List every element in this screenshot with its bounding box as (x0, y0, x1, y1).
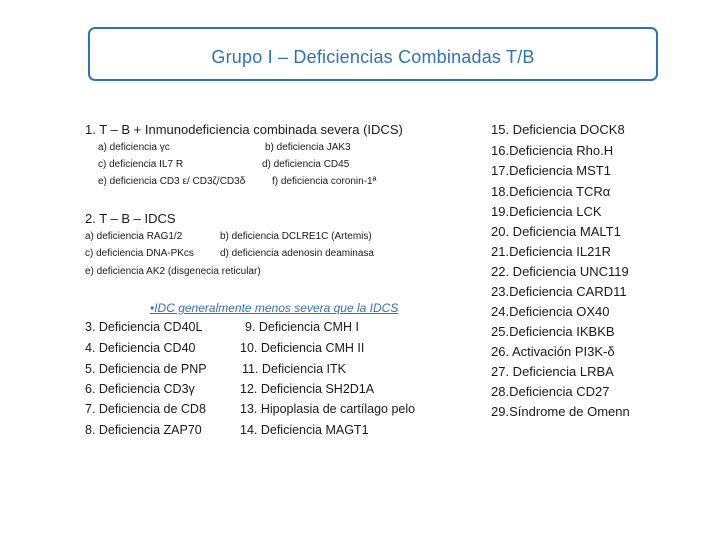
right-item-18: 18.Deficiencia TCRα (491, 184, 611, 199)
right-item-24: 24.Deficiencia OX40 (491, 304, 610, 319)
right-item-17: 17.Deficiencia MST1 (491, 163, 611, 178)
middle-item-13: 13. Hipoplasia de cartílago pelo (240, 402, 416, 416)
section2-item-d: d) deficiencia adenosin deaminasa (220, 248, 374, 259)
section1-item-c: c) deficiencia IL7 R (98, 159, 184, 170)
right-item-27: 27. Deficiencia LRBA (491, 364, 614, 379)
slide-title: Grupo I – Deficiencias Combinadas T/B (211, 47, 535, 67)
left-item-6: 6. Deficiencia CD3γ (85, 382, 195, 396)
left-item-7: 7. Deficiencia de CD8 (85, 402, 206, 416)
middle-item-10: 10. Deficiencia CMH II (240, 341, 365, 355)
right-item-25: 25.Deficiencia IKBKB (491, 324, 615, 339)
right-item-20: 20. Deficiencia MALT1 (491, 224, 621, 239)
middle-item-9: 9. Deficiencia CMH I (245, 320, 359, 334)
section2-heading: 2. T – B – IDCS (85, 211, 176, 226)
right-item-23: 23.Deficiencia CARD11 (491, 284, 627, 299)
section2-item-c: c) deficiencia DNA-PKcs (85, 248, 194, 259)
middle-item-14: 14. Deficiencia MAGT1 (240, 423, 369, 437)
right-item-16: 16.Deficiencia Rho.H (491, 143, 614, 158)
section2-item-e: e) deficiencia AK2 (disgenecia reticular) (85, 266, 261, 277)
section1-item-e: e) deficiencia CD3 ε/ CD3ζ/CD3δ (98, 176, 246, 187)
section1-heading: 1. T – B + Inmunodeficiencia combinada severa (IDCS) (85, 122, 403, 137)
title-box (88, 27, 658, 81)
right-item-15: 15. Deficiencia DOCK8 (491, 122, 625, 137)
right-item-29: 29.Síndrome de Omenn (491, 404, 630, 419)
right-item-19: 19.Deficiencia LCK (491, 204, 602, 219)
left-item-8: 8. Deficiencia ZAP70 (85, 423, 202, 437)
note-text: •IDC generalmente menos severa que la IDCS (150, 301, 399, 315)
section1-item-d: d) deficiencia CD45 (262, 159, 350, 170)
left-item-5: 5. Deficiencia de PNP (85, 362, 207, 376)
middle-item-11: 11. Deficiencia ITK (242, 362, 346, 376)
middle-item-12: 12. Deficiencia SH2D1A (240, 382, 375, 396)
section1-item-a: a) deficiencia γc (98, 142, 170, 153)
right-item-21: 21.Deficiencia IL21R (491, 244, 611, 259)
section1-item-f: f) deficiencia coronin-1ª (272, 176, 377, 187)
section2-item-b: b) deficiencia DCLRE1C (Artemis) (220, 231, 372, 242)
left-item-4: 4. Deficiencia CD40 (85, 341, 196, 355)
right-item-28: 28.Deficiencia CD27 (491, 384, 610, 399)
right-item-22: 22. Deficiencia UNC119 (491, 264, 629, 279)
section1-item-b: b) deficiencia JAK3 (265, 142, 351, 153)
right-item-26: 26. Activación PI3K-δ (491, 344, 615, 359)
left-item-3: 3. Deficiencia CD40L (85, 320, 203, 334)
section2-item-a: a) deficiencia RAG1/2 (85, 231, 183, 242)
